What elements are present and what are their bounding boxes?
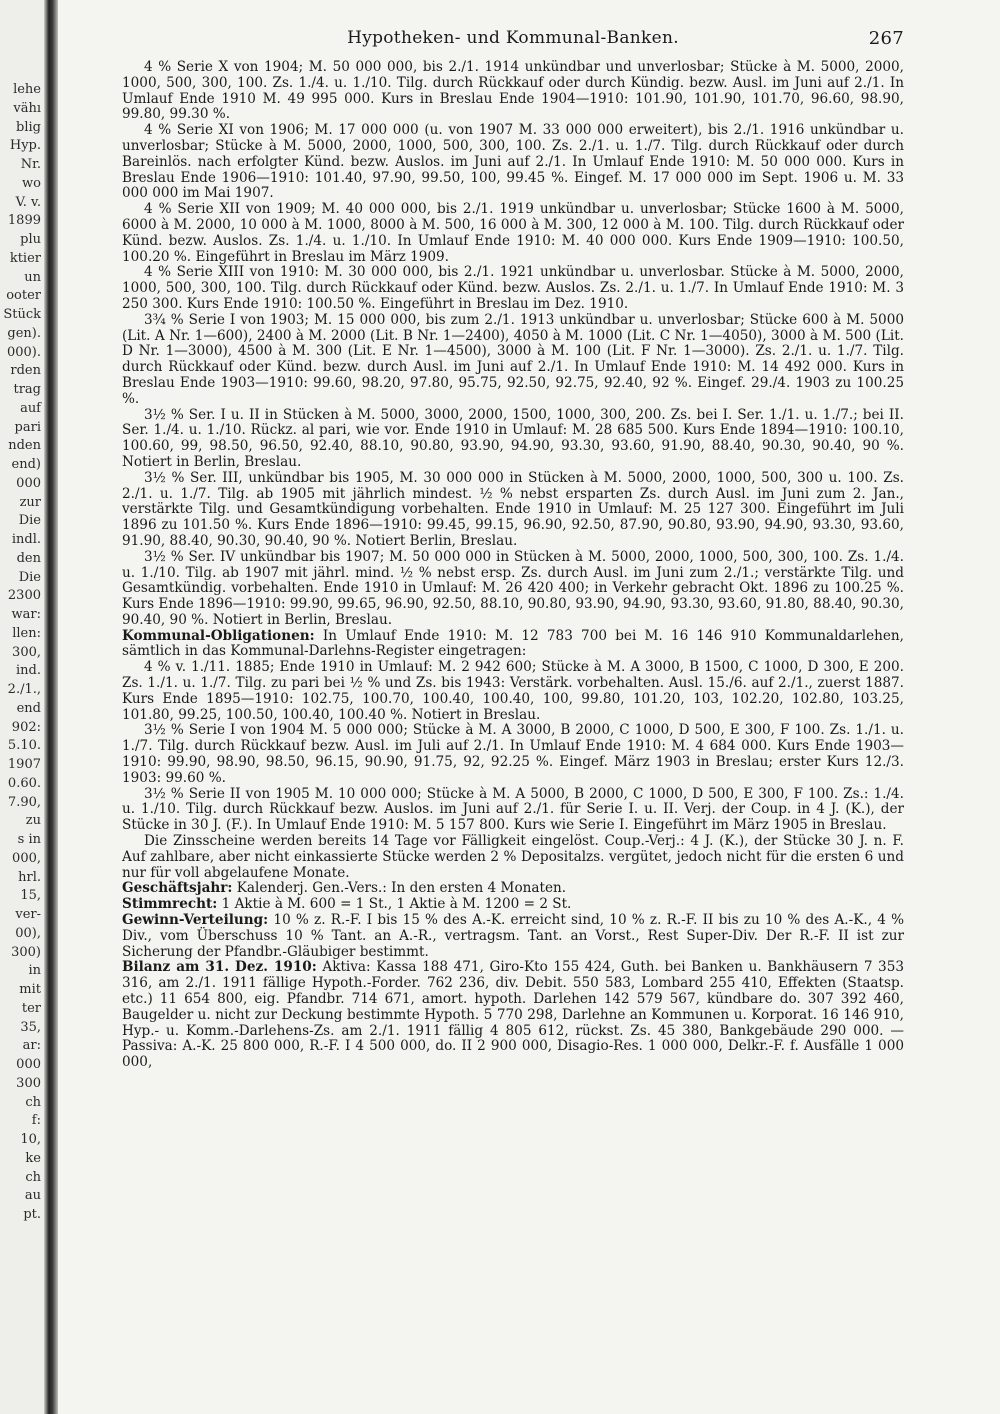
margin-fragment: 1907 bbox=[7, 757, 41, 772]
paragraph-text: 4 % Serie X von 1904; M. 50 000 000, bis 2./1. 1914 unkündbar und unverlosbar; Stücke à M. 5000, 2000, 1000, 500, 300, 100. Zs. 1./4. u. 1./10. Tilg. durch Rückkauf oder durch Kündig. bezw. Ausl. im Juni auf 2./1. In Umlauf Ende 1910 M. 49 995 000. Kurs in Breslau Ende 1904—1910: 101.90, 101.90, 101.70, 96.60, 98.90, 99.80, 99.30 %. bbox=[122, 59, 904, 123]
paragraph-text: 3¾ % Serie I von 1903; M. 15 000 000, bis zum 2./1. 1913 unkündbar u. unverlosbar; Stücke 600 à M. 5000 (Lit. A Nr. 1—600), 2400 à M. 2000 (Lit. B Nr. 1—2400), 4050 à M. 1000 (Lit. C Nr. 1—4050), 3000 à M. 500 (Lit. D Nr. 1—3000), 4500 à M. 300 (Lit. E Nr. 1—4500), 3000 à M. 100 (Lit. F Nr. 1—3000). Zs. 2./1. u. 1./7. Tilg. durch Rückkauf oder Künd. bezw. durch Ausl. im Juni auf 2./1. In Umlauf Ende 1910: M. 14 492 000. Kurs in Breslau Ende 1903—1910: 99.60, 98.20, 97.80, 95.75, 92.50, 92.75, 92.40, 92 %. Eingef. 29./4. 1903 zu 100.25 %. bbox=[122, 311, 904, 407]
paragraph-text: 4 % Serie XIII von 1910: M. 30 000 000, bis 2./1. 1921 unkündbar u. unverlosbar. Stücke à M. 5000, 2000, 1000, 500, 300, 100. Tilg. durch Rückkauf oder Künd. bezw. Auslos. Zs. 2./1. u. 1./7. In Umlauf Ende 1910: M. 3 250 300. Kurs Ende 1910: 100.50 %. Eingeführt in Breslau im Dez. 1910. bbox=[122, 264, 904, 312]
margin-fragment: 5.10. bbox=[7, 738, 41, 754]
paragraph-text: 4 % v. 1./11. 1885; Ende 1910 in Umlauf: M. 2 942 600; Stücke à M. A 3000, B 1500, C 1000, D 300, E 200. Zs. 1./1. u. 1./7. Tilg. zu pari bei ½ % und Zs. bis 1943: Verstärk. vorbehalten. Ausl. 15./6. auf 2./1., zuerst 1887. Kurs Ende 1895—1910: 102.75, 100.70, 100.40, 100.40, 100, 99.80, 101.20, 103, 102.20, 102.80, 103.25, 101.80, 99.25, 100.50, 100.40, 100.40 %. Notiert in Breslau. bbox=[122, 659, 904, 723]
margin-fragment: zur bbox=[19, 494, 41, 510]
paragraph-text: 4 % Serie XII von 1909; M. 40 000 000, bis 2./1. 1919 unkündbar u. unverlosbar; Stücke 1600 à M. 5000, 6000 à M. 2000, 10 000 à M. 1000, 8000 à M. 500, 16 000 à M. 300, 12 000 à M. 100. Tilg. durch Rückkauf oder Künd. bezw. Auslos. Zs. 1./4. u. 1./10. In Umlauf Ende 1910: M. 40 000 000. Kurs Ende 1909—1910: 100.50, 100.20 %. Eingeführt in Breslau im März 1909. bbox=[122, 201, 904, 265]
margin-fragment: Die bbox=[18, 569, 41, 585]
margin-fragment: au bbox=[24, 1188, 41, 1204]
margin-fragment: indl. bbox=[11, 532, 41, 547]
page bbox=[122, 28, 904, 1071]
page-body bbox=[122, 60, 904, 1071]
paragraph-text: Aktiva: Kassa 188 471, Giro-Kto 155 424, Guth. bei Banken u. Bankhäusern 7 353 316, am 2./1. 1911 fällige Hypoth.-Forder. 762 236, div. Debit. 550 583, Lombard 255 410, Effekten (Staatsp. etc.) 11 654 800, eig. Pfandbr. 714 671, amort. hypoth. Darlehen 142 579 567, kündbare do. 307 392 460, Baugelder u. nicht zur Deckung bestimmte Hypoth. 5 770 298, Darlehne an Kommunen u. Korporat. 16 146 910, Hyp.- u. Komm.-Darlehens-Zs. am 2./1. 1911 fällig 4 805 612, rückst. Zs. 45 380, Bankgebäude 290 000. — Passiva: A.-K. 25 800 000, R.-F. I 4 500 000, do. II 2 900 000, Disagio-Res. 1 000 000, Delkr.-F. f. Ausfälle 1 000 000, bbox=[122, 959, 904, 1071]
margin-fragment: nden bbox=[8, 438, 41, 454]
book-spine bbox=[44, 0, 58, 1414]
margin-fragment: 15, bbox=[20, 888, 41, 904]
margin-fragment: ch bbox=[25, 1094, 41, 1110]
margin-fragment: 00), bbox=[15, 925, 41, 941]
paragraph bbox=[122, 960, 904, 1071]
section-heading: Gewinn-Verteilung: bbox=[122, 912, 269, 929]
margin-fragment: V. v. bbox=[15, 194, 41, 210]
paragraph bbox=[122, 660, 904, 723]
margin-fragment: ke bbox=[25, 1150, 41, 1166]
section-heading: Stimmrecht: bbox=[122, 896, 218, 913]
section-heading: Kommunal-Obligationen: bbox=[122, 627, 315, 644]
previous-page-margin bbox=[0, 0, 44, 1414]
paragraph bbox=[122, 913, 904, 960]
margin-fragment: end bbox=[16, 700, 41, 716]
margin-fragment: blig bbox=[16, 119, 41, 135]
margin-fragment: 000 bbox=[16, 475, 41, 491]
paragraph-text: Kalenderj. Gen.-Vers.: In den ersten 4 Monaten. bbox=[236, 880, 567, 897]
margin-fragment: auf bbox=[20, 400, 41, 416]
margin-fragment: 2./1., bbox=[7, 682, 41, 697]
margin-fragment: den bbox=[16, 550, 41, 566]
margin-fragment: 300) bbox=[11, 944, 41, 960]
margin-fragment: mit bbox=[19, 982, 41, 997]
margin-fragment: f: bbox=[31, 1113, 41, 1129]
margin-fragment: ktier bbox=[9, 250, 41, 266]
margin-fragment: 000). bbox=[6, 344, 41, 360]
paragraph-text: 3½ % Ser. III, unkündbar bis 1905, M. 30 000 000 in Stücken à M. 5000, 2000, 1000, 500, 300 u. 100. Zs. 2./1. u. 1./7. Tilg. ab 1905 mit jährlich mindest. ½ % nebst ersparten Zs. durch Ausl. im Juni zum 2. Jan., verstärkte Tilg. und Gesamtkündigung vorbehalten. Ende 1910 in Umlauf: M. 25 127 300. Eingeführt im Juli 1896 zu 101.50 %. Kurs Ende 1896—1910: 99.45, 99.15, 96.90, 92.50, 87.90, 90.80, 93.90, 94.90, 93.30, 93.60, 91.90, 88.40, 90.30, 90.40, 90 %. Notiert Berlin, Breslau. bbox=[122, 469, 904, 549]
paragraph bbox=[122, 629, 904, 661]
margin-fragment: Die bbox=[18, 513, 41, 529]
margin-fragment: 902: bbox=[11, 719, 41, 735]
margin-fragment: 2300 bbox=[7, 588, 41, 604]
section-heading: Bilanz am 31. Dez. 1910: bbox=[122, 959, 317, 976]
margin-fragment: Stück bbox=[3, 307, 41, 322]
paragraph-text: 3½ % Serie II von 1905 M. 10 000 000; Stücke à M. A 5000, B 2000, C 1000, D 500, E 300, F 100. Zs.: 1./4. u. 1./10. Tilg. durch Rückkauf bezw. Auslos. im Juni auf 2./1. für Serie I. u. II. Verj. der Coup. in 4 J. (K.), der Stücke in 30 J. (F.). In Umlauf Ende 1910: M. 5 157 800. Kurs wie Serie I. Eingeführt im März 1905 in Breslau. bbox=[122, 785, 904, 834]
margin-fragment: 0.60. bbox=[7, 775, 41, 791]
margin-fragment: 1899 bbox=[7, 213, 41, 229]
paragraph bbox=[122, 881, 904, 897]
margin-fragment: ter bbox=[21, 1000, 41, 1016]
paragraph-text: 3½ % Ser. IV unkündbar bis 1907; M. 50 000 000 in Stücken à M. 5000, 2000, 1000, 500, 300, 100. Zs. 1./4. u. 1./10. Tilg. ab 1907 mit jährl. mind. ½ % nebst ersp. Zs. durch Ausl. im Juni zum 2./1.; verstärkte Tilg. und Gesamtkündig. vorbehalten. Ende 1910 in Umlauf: M. 26 420 400; in Verkehr gebracht Okt. 1896 zu 100.25 %. Kurs Ende 1896—1910: 99.90, 99.65, 96.90, 92.50, 88.10, 90.80, 93.90, 94.90, 93.30, 93.60, 91.80, 88.40, 90.30, 90.40, 90 %. Notiert in Berlin, Breslau. bbox=[122, 548, 904, 628]
paragraph-text: 4 % Serie XI von 1906; M. 17 000 000 (u. von 1907 M. 33 000 000 erweitert), bis 2./1. 1916 unkündbar u. unverlosbar; Stücke à M. 5000, 2000, 1000, 500, 300, 100. Zs. 2./1. u. 1./7. Tilg. durch Rückkauf oder durch Bareinlös. nach erfolgter Künd. bezw. Auslos. im Juni auf 2./1. In Umlauf Ende 1910: M. 50 000 000. Kurs in Breslau Ende 1906—1910: 101.40, 97.90, 99.50, 100, 99.45 %. Eingef. M. 17 000 000 im Sept. 1906 u. M. 33 000 000 im Mai 1907. bbox=[122, 122, 904, 202]
margin-fragment: s in bbox=[17, 832, 41, 847]
paragraph bbox=[122, 834, 904, 881]
margin-fragment: lehe bbox=[13, 82, 41, 97]
margin-fragment: Hyp. bbox=[9, 138, 41, 154]
margin-fragment: plu bbox=[20, 232, 41, 247]
margin-fragment: gen). bbox=[7, 325, 41, 341]
paragraph-text: 3½ % Serie I von 1904 M. 5 000 000; Stücke à M. A 3000, B 2000, C 1000, D 500, E 300, F 100. Zs. 1./1. u. 1./7. Tilg. durch Rückkauf bezw. Ausl. im Juli auf 2./1. In Umlauf Ende 1910: M. 4 684 000. Kurs Ende 1903—1910: 99.90, 98.90, 98.50, 96.15, 90.90, 91.75, 92, 92.25 %. Eingef. März 1903 in Breslau; erster Kurs 12./3. 1903: 99.60 %. bbox=[122, 722, 904, 786]
paragraph-text: 10 % z. R.-F. I bis 15 % des A.-K. erreicht sind, 10 % z. R.-F. II bis zu 10 % des A.-K., 4 % Div., vom Überschuss 10 % Tant. an A.-R., vertragsm. Tant. an Vorst., Rest Super-Div. Der R.-F. II ist zur Sicherung der Pfandbr.-Gläubiger bestimmt. bbox=[122, 912, 904, 960]
margin-fragment: ooter bbox=[6, 288, 41, 304]
margin-fragment: zu bbox=[25, 813, 41, 829]
margin-fragment: llen: bbox=[12, 625, 41, 641]
margin-fragment: 35, bbox=[20, 1019, 41, 1035]
paragraph bbox=[122, 123, 904, 202]
paragraph bbox=[122, 60, 904, 123]
margin-fragment: ch bbox=[25, 1169, 41, 1185]
margin-fragment: 10, bbox=[20, 1132, 41, 1147]
header-title: Hypotheken- und Kommunal-Banken. bbox=[347, 28, 679, 48]
margin-fragment: in bbox=[28, 963, 41, 979]
page-number: 267 bbox=[868, 28, 904, 49]
margin-fragment: Nr. bbox=[20, 157, 41, 172]
margin-fragment: ver- bbox=[15, 907, 41, 922]
margin-fragment: wo bbox=[22, 175, 41, 191]
margin-fragment: un bbox=[24, 269, 41, 285]
paragraph bbox=[122, 723, 904, 786]
paragraph-text: Die Zinsscheine werden bereits 14 Tage vor Fälligkeit eingelöst. Coup.-Verj.: 4 J. (K.), der Stücke 30 J. n. F. Auf zahlbare, aber nicht einkassierte Stücke werden 2 % Depositalzs. vergütet, jedoch nicht für die ersten 6 und nur für voll abgelaufene Monate. bbox=[122, 833, 904, 881]
margin-fragment: ind. bbox=[16, 663, 41, 679]
paragraph bbox=[122, 202, 904, 265]
margin-fragment: war: bbox=[11, 607, 41, 622]
margin-fragment: trag bbox=[13, 382, 41, 397]
paragraph-text: In Umlauf Ende 1910: M. 12 783 700 bei M. 16 146 910 Kommunaldarlehen, sämtlich in das Kommunal-Darlehns-Register eingetragen: bbox=[122, 627, 904, 660]
margin-fragment: 000 bbox=[16, 1057, 41, 1072]
margin-fragment: 000, bbox=[12, 850, 41, 866]
paragraph bbox=[122, 787, 904, 834]
paragraph bbox=[122, 897, 904, 913]
running-header bbox=[122, 28, 904, 60]
margin-fragment: 300 bbox=[16, 1075, 41, 1091]
margin-fragment: 7.90, bbox=[7, 794, 41, 810]
margin-fragment: ar: bbox=[22, 1038, 41, 1054]
margin-fragment: pt. bbox=[23, 1207, 41, 1222]
paragraph bbox=[122, 550, 904, 629]
paragraph-text: 1 Aktie à M. 600 = 1 St., 1 Aktie à M. 1200 = 2 St. bbox=[221, 896, 572, 913]
margin-fragment: rden bbox=[10, 363, 41, 379]
paragraph bbox=[122, 265, 904, 312]
margin-fragment: 300, bbox=[12, 644, 41, 660]
paragraph bbox=[122, 408, 904, 471]
margin-fragment: vähı bbox=[13, 100, 41, 116]
margin-fragment: pari bbox=[14, 419, 41, 435]
paragraph-text: 3½ % Ser. I u. II in Stücken à M. 5000, 3000, 2000, 1500, 1000, 300, 200. Zs. bei I. Ser. 1./1. u. 1./7.; bei II. Ser. 1./4. u. 1./10. Rückz. al pari, wie vor. Ende 1910 in Umlauf: M. 28 685 500. Kurs Ende 1894—1910: 100.10, 100.60, 99, 98.50, 96.50, 92.40, 88.10, 90.80, 93.90, 94.90, 93.30, 93.60, 91.90, 88.40, 90.30, 90.40, 90 %. Notiert in Berlin, Breslau. bbox=[122, 406, 904, 470]
paragraph bbox=[122, 313, 904, 408]
paragraph bbox=[122, 471, 904, 550]
margin-fragment: end) bbox=[11, 457, 41, 472]
margin-fragment: hrl. bbox=[18, 869, 41, 885]
section-heading: Geschäftsjahr: bbox=[122, 880, 233, 897]
